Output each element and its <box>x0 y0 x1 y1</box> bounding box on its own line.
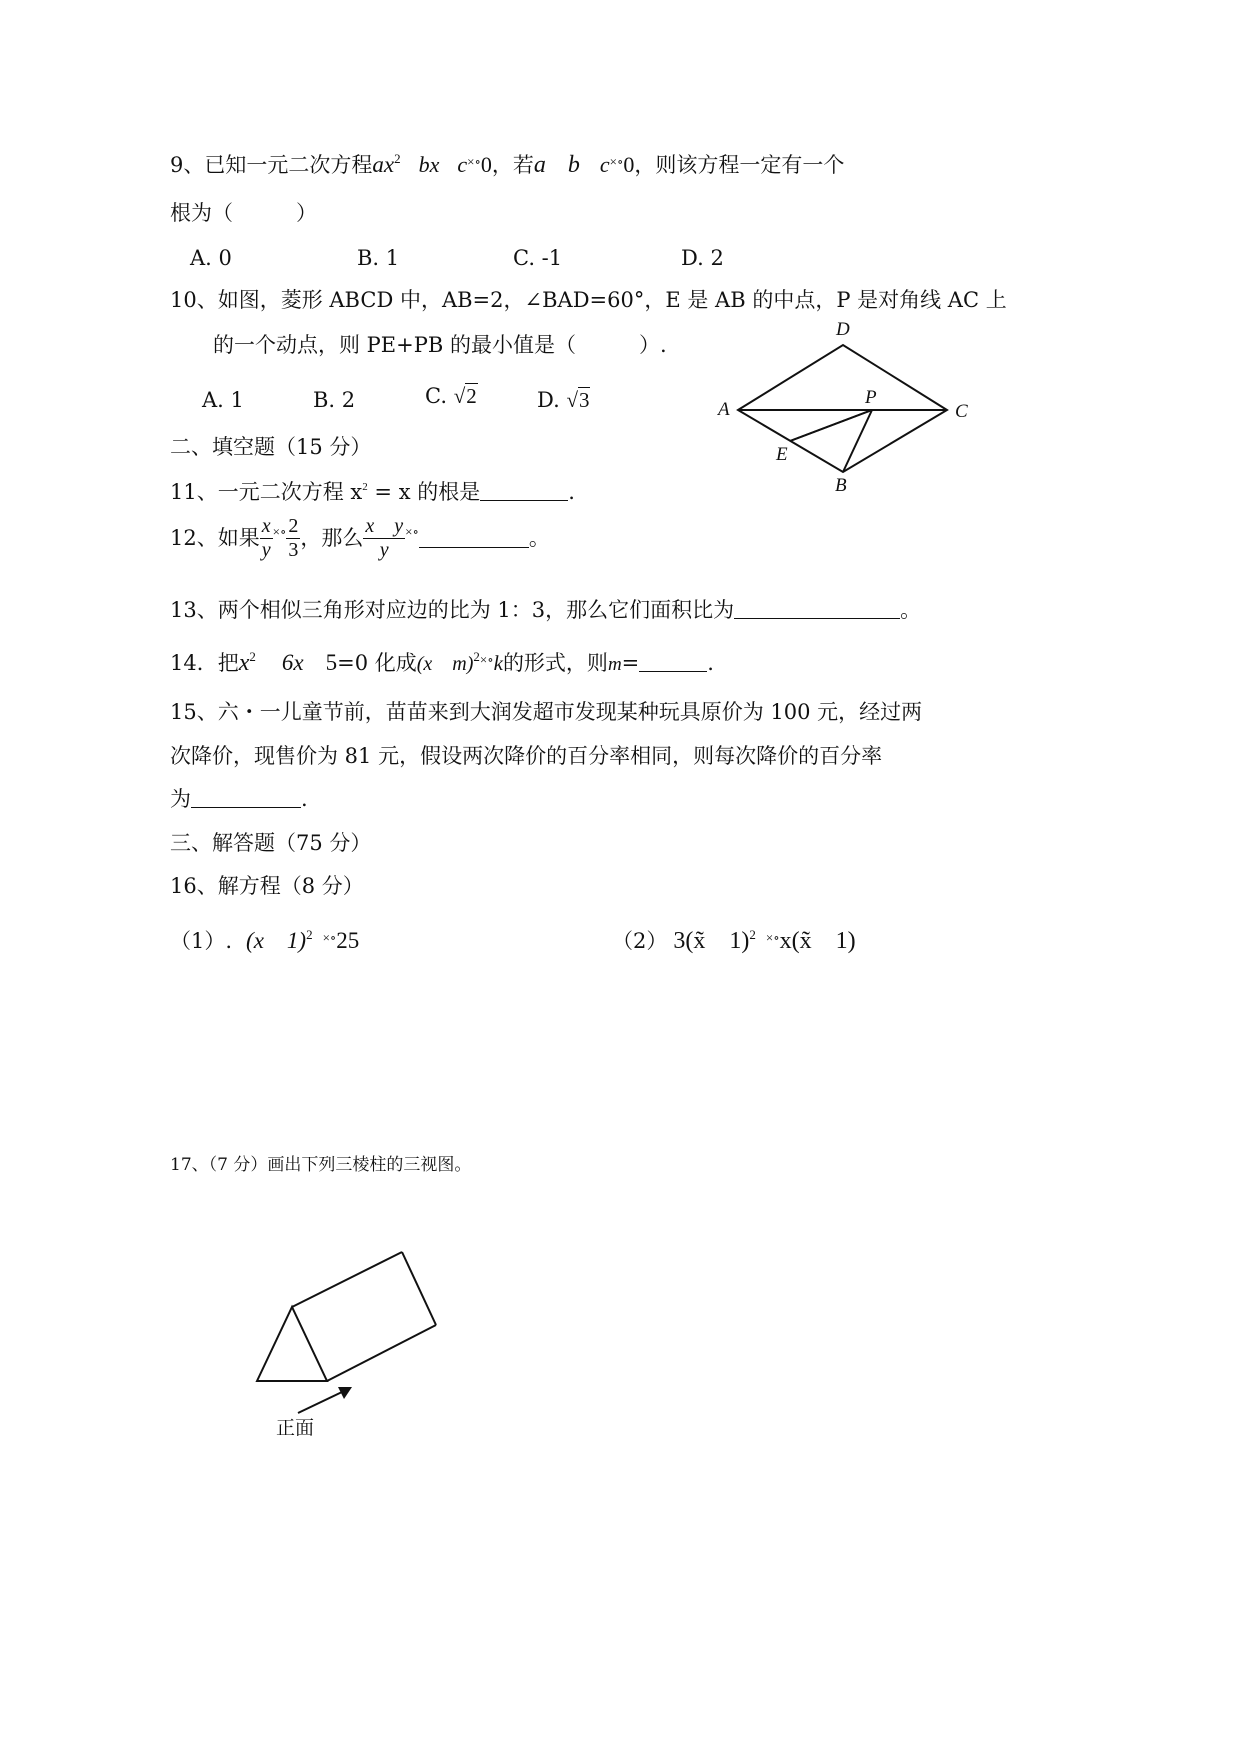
prism-top-edge <box>292 1252 402 1307</box>
q12-f2-num: 2 <box>288 515 299 537</box>
q9-line1 <box>170 152 844 177</box>
label-e: E <box>776 444 788 465</box>
q9-option-c: C. -1 <box>513 246 563 270</box>
q14-glyph: ×∘ <box>479 652 494 667</box>
rhombus-figure <box>710 315 980 500</box>
q14-eq: = <box>621 651 640 675</box>
q9-option-d: D. 2 <box>681 246 724 270</box>
q12-answer-blank[interactable] <box>419 529 529 548</box>
q14-prefix: 14．把 <box>170 651 239 675</box>
q10-option-c-radical: √2 <box>453 384 477 408</box>
q13 <box>170 600 921 621</box>
q10-option-c-prefix: C. <box>425 384 447 408</box>
q10-option-c-radicand: 2 <box>466 384 477 408</box>
q15-answer-blank[interactable] <box>191 789 301 808</box>
q16-part1 <box>170 928 359 952</box>
prism-bottom-edge <box>327 1325 436 1381</box>
q10-option-d <box>537 390 590 411</box>
q12-fraction-2-over-3 <box>286 515 300 562</box>
front-label: 正面 <box>276 1417 315 1439</box>
q12-f3-num: x y <box>365 515 404 537</box>
q14-term2: 6x <box>281 650 304 675</box>
q16-p2-eq: 3(x̃ 1) <box>673 928 750 954</box>
q12-fraction-xy-over-y <box>363 515 405 562</box>
q16-p1-label: （1）. <box>170 929 233 953</box>
q11-text-a: 11、一元二次方程 x <box>170 480 363 504</box>
q10-option-c <box>425 386 478 407</box>
label-a: A <box>718 399 730 420</box>
q9-c: c <box>599 152 610 177</box>
q16-p1-sup: 2 <box>306 927 313 942</box>
q11 <box>170 482 575 503</box>
q10-line2: 的一个动点，则 PE+PB 的最小值是（ ）. <box>213 333 667 357</box>
q16-part2 <box>612 928 856 953</box>
q9-zero-2: 0 <box>623 152 635 177</box>
q12-mid: ，那么 <box>300 525 364 550</box>
q16-p1-rhs: 25 <box>336 928 360 953</box>
q11-sup: 2 <box>362 481 368 493</box>
q12-f2-den: 3 <box>288 539 299 561</box>
q13-text: 13、两个相似三角形对应边的比为 1：3，那么它们面积比为 <box>170 598 735 622</box>
q9-b: b <box>567 152 580 178</box>
q9-eq-ax: ax <box>372 152 395 177</box>
q14-sup2: 2 <box>473 649 480 664</box>
q16-p2-label: （2） <box>612 929 668 953</box>
q10-line1: 10、如图，菱形 ABCD 中，AB=2，∠BAD=60°，E 是 AB 的中点，P 是对角线 AC 上 <box>170 288 1007 312</box>
prism-figure <box>250 1245 450 1390</box>
q12-prefix: 12、如果 <box>170 525 260 550</box>
q14-term3: 5 <box>325 650 338 675</box>
q17-title: 17、（7 分）画出下列三棱柱的三视图。 <box>170 1155 472 1175</box>
q9-option-a: A. 0 <box>190 246 232 270</box>
q9-text-b: ，若 <box>491 153 534 177</box>
label-d: D <box>836 319 850 340</box>
q10-option-a: A. 1 <box>202 388 244 412</box>
q14-m: m <box>607 654 622 675</box>
q12-f3-den: y <box>379 539 389 561</box>
q11-answer-blank[interactable] <box>480 482 568 501</box>
q9-glyph: ×∘ <box>467 154 481 169</box>
q14-x: x <box>238 650 250 676</box>
q12 <box>170 515 550 562</box>
q9-line2: 根为（ ） <box>170 201 317 225</box>
rhombus-outline <box>738 345 947 472</box>
q9-zero: 0 <box>480 152 492 177</box>
q14-suffix: 的形式，则 <box>502 651 608 675</box>
q10-option-d-radical: √3 <box>566 388 590 412</box>
prism-front-triangle <box>257 1307 327 1381</box>
q9-eq-c: c <box>457 152 468 177</box>
q14-sup: 2 <box>249 649 256 664</box>
q9-glyph-2: ×∘ <box>609 154 624 169</box>
q10-option-d-prefix: D. <box>537 388 560 412</box>
q16-p2-sup: 2 <box>749 927 756 942</box>
q9-eq-sup: 2 <box>394 151 401 166</box>
q16-p1-eq: (x 1) <box>246 928 307 953</box>
q16-p1-glyph: ×∘ <box>322 930 337 945</box>
q13-end: 。 <box>900 598 922 622</box>
q9-text: 9、已知一元二次方程 <box>170 153 373 177</box>
q15-end: . <box>301 787 308 811</box>
q13-answer-blank[interactable] <box>734 600 900 619</box>
q9-option-b: B. 1 <box>357 246 400 270</box>
q15-line1: 15、六・一儿童节前，苗苗来到大润发超市发现某种玩具原价为 100 元，经过两 <box>170 700 923 724</box>
q12-end: 。 <box>528 525 550 550</box>
q11-end: . <box>568 480 575 504</box>
q15-line3-text: 为 <box>170 787 191 811</box>
q14 <box>170 650 714 675</box>
q14-eq0: =0 化成 <box>337 651 417 675</box>
q15-line2: 次降价，现售价为 81 元，假设两次降价的百分率相同，则每次降价的百分率 <box>170 744 883 768</box>
q15-line3 <box>170 789 308 810</box>
q9-eq-bx: bx <box>418 152 440 177</box>
q16-p2-rhs: x(x̃ 1) <box>779 928 856 954</box>
section-3-heading: 三、解答题（75 分） <box>170 831 372 855</box>
q16-title: 16、解方程（8 分） <box>170 874 364 898</box>
q12-glyph: ×∘ <box>272 524 287 539</box>
q10-option-d-radicand: 3 <box>578 388 590 412</box>
front-arrow-icon <box>292 1383 358 1417</box>
prism-back-edge <box>402 1252 436 1325</box>
label-c: C <box>955 401 968 422</box>
q12-glyph-2: ×∘ <box>405 524 419 539</box>
q14-end: . <box>707 651 714 675</box>
q10-option-b: B. 2 <box>313 388 356 412</box>
q9-text-c: ，则该方程一定有一个 <box>634 153 845 177</box>
q9-a: a <box>533 152 546 178</box>
q14-k: k <box>493 651 503 675</box>
q11-text-b: = x 的根是 <box>367 480 481 504</box>
q12-f1-num: x <box>261 515 271 537</box>
q12-fraction-x-over-y <box>260 515 273 562</box>
label-b: B <box>835 475 847 496</box>
q12-f1-den: y <box>261 539 271 561</box>
section-2-heading: 二、填空题（15 分） <box>170 435 372 459</box>
label-p: P <box>865 387 877 408</box>
q14-answer-blank[interactable] <box>639 653 707 672</box>
q14-paren: (x m) <box>416 653 474 675</box>
q16-p2-glyph: ×∘ <box>765 930 780 945</box>
